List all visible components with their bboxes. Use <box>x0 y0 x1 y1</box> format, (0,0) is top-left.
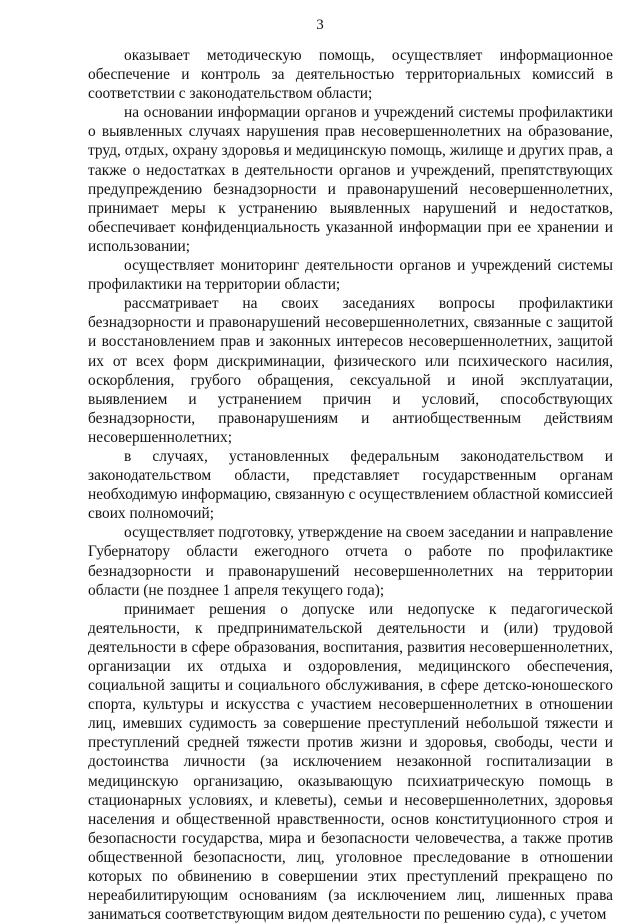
document-body <box>88 46 613 924</box>
paragraph-rights-violations: на основании информации органов и учреждений системы профилактики о выявленных случаях нарушения прав несовершеннолетних на образование, труд, отдых, охрану здоровья и медицинскую помощь, жилище и других прав, а также о недостатках в деятельности органов и учреждений, препятствующих предупреждению безнадзорности и правонарушений несовершеннолетних, принимает меры к устранению выявленных нарушений и недостатков, обеспечивает конфиденциальность указанной информации при ее хранении и использовании; <box>88 104 613 255</box>
paragraph-methodical-help: оказывает методическую помощь, осуществляет информационное обеспечение и контроль за деятельностью территориальных комиссий в соответствии с законодательством области; <box>88 47 613 103</box>
paragraph-information-provision: в случаях, установленных федеральным законодательством и законодательством области, представляет государственным органам необходимую информацию, связанную с осуществлением областной комиссией своих полномочий; <box>88 447 613 523</box>
paragraph-annual-report: осуществляет подготовку, утверждение на своем заседании и направление Губернатору области ежегодного отчета о работе по профилактике безнадзорности и правонарушений несовершеннолетних на территории области (не позднее 1 апреля текущего года); <box>88 524 613 599</box>
paragraph-monitoring: осуществляет мониторинг деятельности органов и учреждений системы профилактики на территории области; <box>88 257 613 294</box>
paragraph-meeting-issues: рассматривает на своих заседаниях вопросы профилактики безнадзорности и правонарушений несовершеннолетних, связанные с защитой и восстановлением прав и законных интересов несовершеннолетних, защитой их от всех форм дискриминации, физического или психического насилия, оскорбления, грубого обращения, сексуальной и иной эксплуатации, выявлением и устранением причин и условий, способствующих безнадзорности, правонарушениям и антиобщественным действиям несовершеннолетних; <box>88 295 613 446</box>
paragraph-admission-decisions: принимает решения о допуске или недопуске к педагогической деятельности, к предпринимательской деятельности и (или) трудовой деятельности в сфере образования, воспитания, развития несовершеннолетних, организации их отдыха и оздоровления, медицинского обеспечения, социальной защиты и социального обслуживания, в сфере детско-юношеского спорта, культуры и искусства с участием несовершеннолетних в отношении лиц, имевших судимость за совершение преступлений небольшой тяжести и преступлений средней тяжести против жизни и здоровья, свободы, чести и достоинства личности (за исключением незаконной госпитализации в медицинскую организацию, оказывающую психиатрическую помощь в стационарных условиях, и клеветы), семьи и несовершеннолетних, здоровья населения и общественной нравственности, основ конституционного строя и безопасности государства, мира и безопасности человечества, а также против общественной безопасности, лиц, уголовное преследование в отношении которых по обвинению в совершении этих преступлений прекращено по нереабилитирующим основаниям (за исключением лиц, лишенных права заниматься соответствующим видом деятельности по решению суда), с учетом <box>88 600 613 924</box>
page-number: 3 <box>316 17 324 33</box>
